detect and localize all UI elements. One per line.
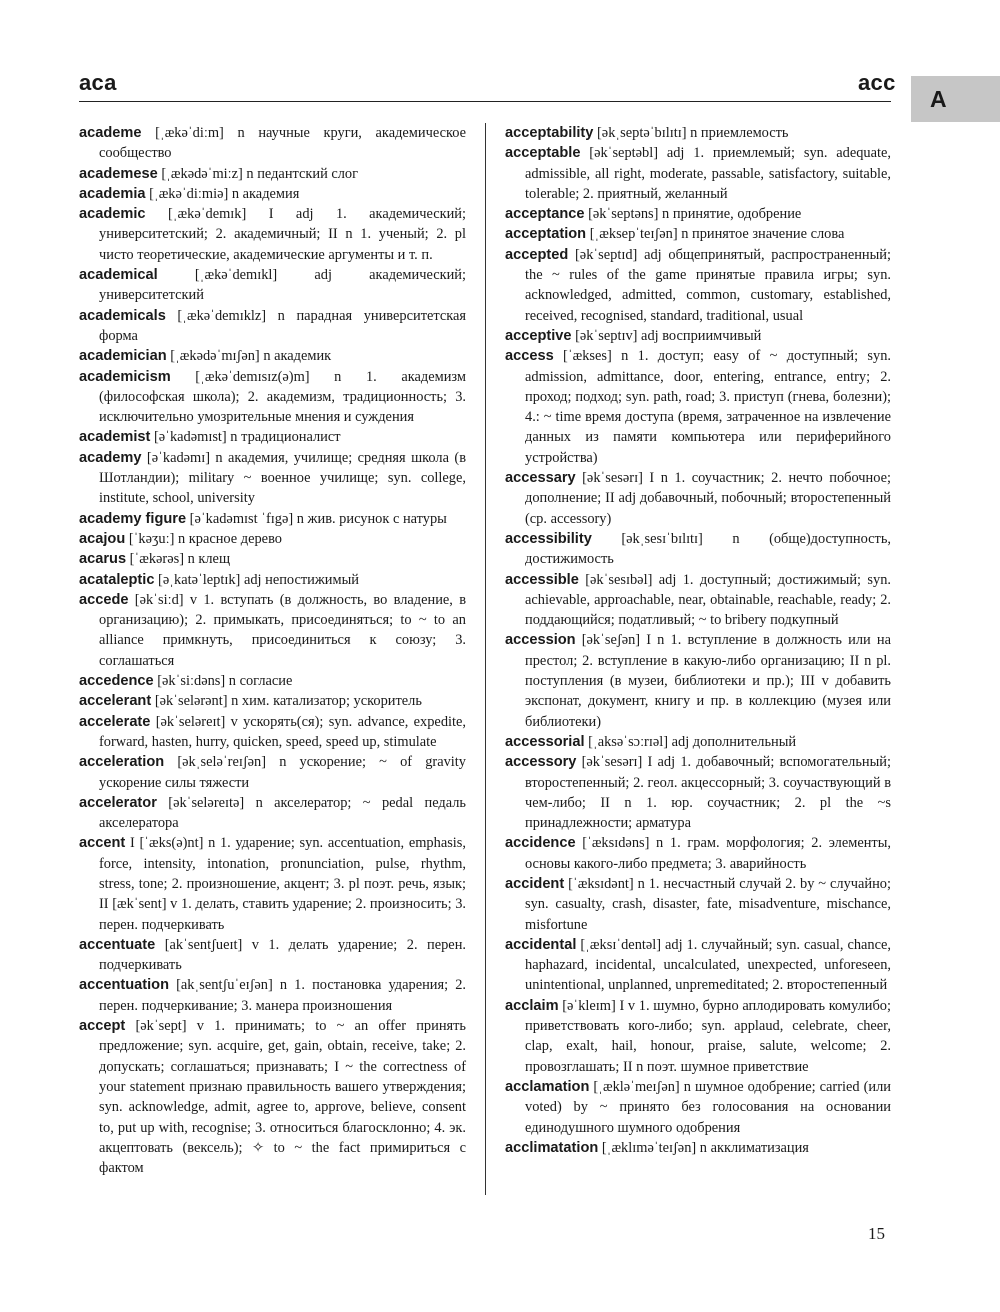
entry-body: [əkˈseləreɪt] v ускорять(ся); syn. advance, expedite, forward, hasten, hurry, quicken, speed, speed up, stimulate	[99, 713, 466, 750]
headword: accelerator	[79, 794, 157, 811]
headword: accessible	[505, 571, 579, 588]
headword: accelerant	[79, 693, 152, 710]
entry-body: [əˈkadəmɪst] n традиционалист	[150, 429, 341, 446]
dictionary-entry	[79, 427, 466, 447]
dictionary-entry	[505, 996, 891, 1077]
dictionary-entry	[505, 224, 891, 244]
dictionary-entry	[505, 468, 891, 529]
dictionary-entry	[505, 630, 891, 731]
headword: academese	[79, 165, 158, 182]
dictionary-entry	[79, 833, 466, 934]
headword: accident	[505, 875, 565, 892]
dictionary-entry	[505, 1138, 891, 1158]
headword: access	[505, 348, 554, 365]
entry-body: [əkˈsiːd] v 1. вступать (в должность, во владение, в организацию); 2. примыкать, присоединяться; to ~ to an alliance примкнуть, присоединиться к союзу; 3. соглашаться	[99, 591, 466, 669]
entry-body: I [ˈæks(ə)nt] n 1. ударение; syn. accentuation, emphasis, force, intensity, intonation, pronunciation, pulse, rhythm, stress, tone; 2. произношение, акцент; 3. pl поэт. речь, язык; II [ækˈsent] v 1. делать, ставить ударение; 2. произносить; 3. перен. подчеркивать	[99, 835, 466, 933]
dictionary-entry	[79, 549, 466, 569]
headword: accessary	[505, 470, 576, 487]
entry-body: [ˌækəˈdemɪk] I adj 1. академический; университетский; 2. академичный; II n 1. ученый; 2. pl чисто теоретические, академические аргументы и т. п.	[99, 206, 466, 263]
headword: academicism	[79, 368, 171, 385]
dictionary-entry	[505, 570, 891, 631]
right-column	[505, 123, 891, 1158]
dictionary-entry	[79, 509, 466, 529]
entry-body: [akˈsentʃueɪt] v 1. делать ударение; 2. перен. подчеркивать	[99, 936, 466, 974]
headword: academicals	[79, 307, 166, 324]
dictionary-entry	[79, 691, 466, 711]
headword: acceleration	[79, 754, 165, 771]
entry-body: [ˈækərəs] n клещ	[126, 551, 231, 568]
dictionary-entry	[505, 874, 891, 935]
headword: accidence	[505, 835, 576, 852]
entry-body: [əkˈseʃən] I n 1. вступление в должность или на престол; 2. вступление в какую-либо организацию; II n pl. поступления (в музеи, библиотеки и пр.); III v добавить экспонат, документ, книгу и пр. в коллекцию (музея или библиотеки)	[525, 632, 891, 730]
headword: accent	[79, 835, 126, 852]
entry-body: [ˌæksɪˈdentəl] adj 1. случайный; syn. casual, chance, haphazard, incidental, uncalculated, unexpected, unforeseen, unintentional, unplanned, unpremeditated; 2. второстепенный	[525, 936, 891, 994]
entry-body: [əˌkatəˈleptɪk] adj непостижимый	[154, 571, 359, 588]
dictionary-entry	[79, 1016, 466, 1178]
headword: acclaim	[505, 997, 559, 1014]
entry-body: [ˈæksɪdənt] n 1. несчастный случай 2. by ~ случайно; syn. casualty, crash, disaster, fate, misadventure, mischance, misfortune	[525, 875, 891, 933]
dictionary-entry	[505, 326, 891, 346]
dictionary-entry	[505, 123, 891, 143]
headword: accidental	[505, 936, 577, 953]
headword: accentuation	[79, 977, 170, 994]
headword: academia	[79, 185, 146, 202]
dictionary-entry	[79, 793, 466, 834]
entry-body: [əˈkadəmɪ] n академия, училище; средняя школа (в Шотландии); military ~ военное училище; syn. college, institute, school, university	[99, 449, 466, 507]
entry-body: [ˌækəˈdemɪkl] adj академический; университетский	[99, 267, 466, 304]
dictionary-entry	[79, 184, 466, 204]
entry-body: [ˌæklɪməˈteɪʃən] n акклиматизация	[598, 1139, 809, 1156]
headword: accessorial	[505, 733, 585, 750]
dictionary-entry	[79, 123, 466, 164]
headword: acceptable	[505, 145, 581, 162]
entry-body: [ˌækədəˈmiːz] n педантский слог	[157, 165, 359, 182]
entry-body: [ˌækədəˈmɪʃən] n академик	[166, 348, 332, 365]
dictionary-entry	[79, 752, 466, 793]
entry-body: [ˌækəˈdiːmiə] n академия	[145, 185, 300, 202]
entry-body: [əkˈsiːdəns] n согласие	[153, 673, 293, 690]
headword: accession	[505, 632, 576, 649]
entry-body: [əkˌseləˈreɪʃən] n ускорение; ~ of gravity ускорение силы тяжести	[99, 754, 466, 791]
headword: accessory	[505, 754, 577, 771]
headword: accept	[79, 1018, 126, 1035]
headword: acceptance	[505, 206, 585, 223]
page-number: 15	[868, 1224, 885, 1243]
headword: acarus	[79, 551, 127, 568]
entry-body: [əkˈselərənt] n хим. катализатор; ускоритель	[151, 693, 422, 710]
dictionary-entry	[79, 671, 466, 691]
entry-body: [əkˈsept] v 1. принимать; to ~ an offer принять предложение; syn. acquire, get, gain, obtain, receive, take; 2. допускать; соглашаться; признавать; I ~ the correctness of your statement признаю правильность вашего утверждения; syn. acknowledge, admit, agree to, approve, believe, consent to, put up with, recognise; 3. относиться благосклонно; 4. эк. акцептовать (вексель); ✧ to ~ the fact примириться с фактом	[99, 1018, 466, 1177]
left-column	[79, 123, 466, 1178]
dictionary-entry	[505, 245, 891, 326]
dictionary-entry	[79, 448, 466, 509]
entry-body: [əkˌsesɪˈbɪlɪtɪ] n (обще)доступность, достижимость	[525, 530, 891, 568]
running-head-left: aca	[79, 70, 117, 95]
headword: accepted	[505, 246, 569, 263]
entry-body: [ˌækəˈdiːm] n научные круги, академическое сообщество	[99, 125, 466, 162]
entry-body: [ˈækses] n 1. доступ; easy of ~ доступный; syn. admission, admittance, door, entering, entrance, entry; 2. проход; подход; syn. path, road; 3. приступ (гнева, болезни); 4.: ~ time время доступа (время, затраченное на извлечение данных из памяти компьютера или периферийного устройства)	[525, 348, 891, 466]
dictionary-entry	[505, 529, 891, 570]
dictionary-entry	[505, 204, 891, 224]
dictionary-entry	[79, 590, 466, 671]
dictionary-entry	[79, 367, 466, 428]
headword: accentuate	[79, 936, 156, 953]
headword: accede	[79, 591, 129, 608]
entry-body: [əkˈseptəns] n принятие, одобрение	[584, 206, 802, 223]
headword: academe	[79, 125, 142, 141]
entry-body: [əkˈseptɪv] adj восприимчивый	[571, 327, 762, 344]
entry-body: [əkˈseptɪd] adj общепринятый, распространенный; the ~ rules of the game принятые правила игры; syn. acknowledged, admitted, common, customary, established, received, recognised, standard, traditional, usual	[525, 246, 891, 324]
headword: academic	[79, 206, 146, 223]
dictionary-entry	[505, 1077, 891, 1138]
headword: academy figure	[79, 510, 187, 527]
dictionary-entry	[79, 529, 466, 549]
entry-body: [əˈkleɪm] I v 1. шумно, бурно аплодировать комулибо; приветствовать кого-либо; syn. applaud, celebrate, cheer, clap, exalt, hail, honour, praise, salute, welcome; 2. провозглашать; II n поэт. шумное приветствие	[525, 997, 891, 1075]
headword: academy	[79, 449, 142, 466]
entry-body: [ˌaksəˈsɔːrɪəl] adj дополнительный	[584, 733, 797, 750]
entry-body: [əkˈsesɪbəl] adj 1. доступный; достижимый; syn. achievable, approachable, near, obtainable, reachable, ready; 2. поддающийся; податливый; ~ to bribery подкупный	[525, 571, 891, 629]
headword: acajou	[79, 530, 126, 547]
entry-body: [əˈkadəmɪst ˈfɪgə] n жив. рисунок с натуры	[186, 510, 447, 527]
headword: accelerate	[79, 713, 151, 730]
dictionary-entry	[505, 752, 891, 833]
entry-body: [ˌæksepˈteɪʃən] n принятое значение слова	[586, 226, 845, 243]
dictionary-entry	[505, 346, 891, 468]
dictionary-entry	[505, 732, 891, 752]
headword: acataleptic	[79, 571, 155, 588]
dictionary-entry	[505, 143, 891, 204]
entry-body: [əkˈseləreɪtə] n акселератор; ~ pedal педаль акселератора	[99, 794, 466, 832]
entry-body: [əkˈseptəbl] adj 1. приемлемый; syn. adequate, admissible, all right, moderate, passable, satisfactory, suitable, tolerable; 2. приятный, желанный	[525, 145, 891, 202]
headword: acceptation	[505, 226, 587, 243]
dictionary-entry	[505, 833, 891, 874]
headword: accessibility	[505, 530, 592, 547]
dictionary-entry	[79, 306, 466, 347]
dictionary-entry	[505, 935, 891, 996]
headword: acceptive	[505, 327, 572, 344]
dictionary-entry	[79, 975, 466, 1016]
entry-body: [akˌsentʃuˈeɪʃən] n 1. постановка ударения; 2. перен. подчеркивание; 3. манера произношения	[99, 977, 466, 1014]
dictionary-entry	[79, 935, 466, 976]
column-rule	[485, 123, 486, 1195]
headword: accedence	[79, 673, 154, 690]
thumb-index-tab	[911, 76, 1000, 122]
headword: academist	[79, 429, 151, 446]
headword: acceptability	[505, 125, 594, 141]
entry-body: [əkˌseptəˈbɪlɪtɪ] n приемлемость	[593, 125, 789, 141]
running-head-right: acc	[858, 70, 896, 95]
entry-body: [ˈkəʒuː] n красное дерево	[125, 530, 282, 547]
header-rule	[79, 101, 891, 102]
headword: academical	[79, 267, 158, 284]
entry-body: [əkˈsesərɪ] I adj 1. добавочный; вспомогательный; второстепенный; 2. геол. акцессорный; 3. соучаствующий в чем-либо; II n 1. юр. соучастник; 2. pl the ~s принадлежности; арматура	[525, 754, 891, 832]
headword: acclamation	[505, 1078, 590, 1095]
entry-body: [ˌækəˈdemɪklz] n парадная университетская форма	[99, 307, 466, 344]
dictionary-entry	[79, 712, 466, 753]
entry-body: [əkˈsesərɪ] I n 1. соучастник; 2. нечто побочное; дополнение; II adj добавочный, побочный; второстепенный (ср. accessory)	[525, 470, 891, 527]
dictionary-entry	[79, 346, 466, 366]
thumb-index-letter: A	[930, 86, 947, 112]
entry-body: [ˌækəˈdemɪsɪz(ə)m] n 1. академизм (философская школа); 2. академизм, традиционность; 3. исключительно умозрительные мнения и суждения	[99, 368, 466, 426]
dictionary-entry	[79, 570, 466, 590]
entry-body: [ˈæksɪdəns] n 1. грам. морфология; 2. элементы, основы какого-либо предмета; 3. аварийность	[525, 835, 891, 872]
headword: academician	[79, 348, 167, 365]
dictionary-entry	[79, 164, 466, 184]
entry-body: [ˌækləˈmeɪʃən] n шумное одобрение; carried (или voted) by ~ принято без голосования на основании единодушного шумного одобрения	[525, 1078, 891, 1136]
dictionary-entry	[79, 265, 466, 306]
headword: acclimatation	[505, 1139, 599, 1156]
dictionary-entry	[79, 204, 466, 265]
